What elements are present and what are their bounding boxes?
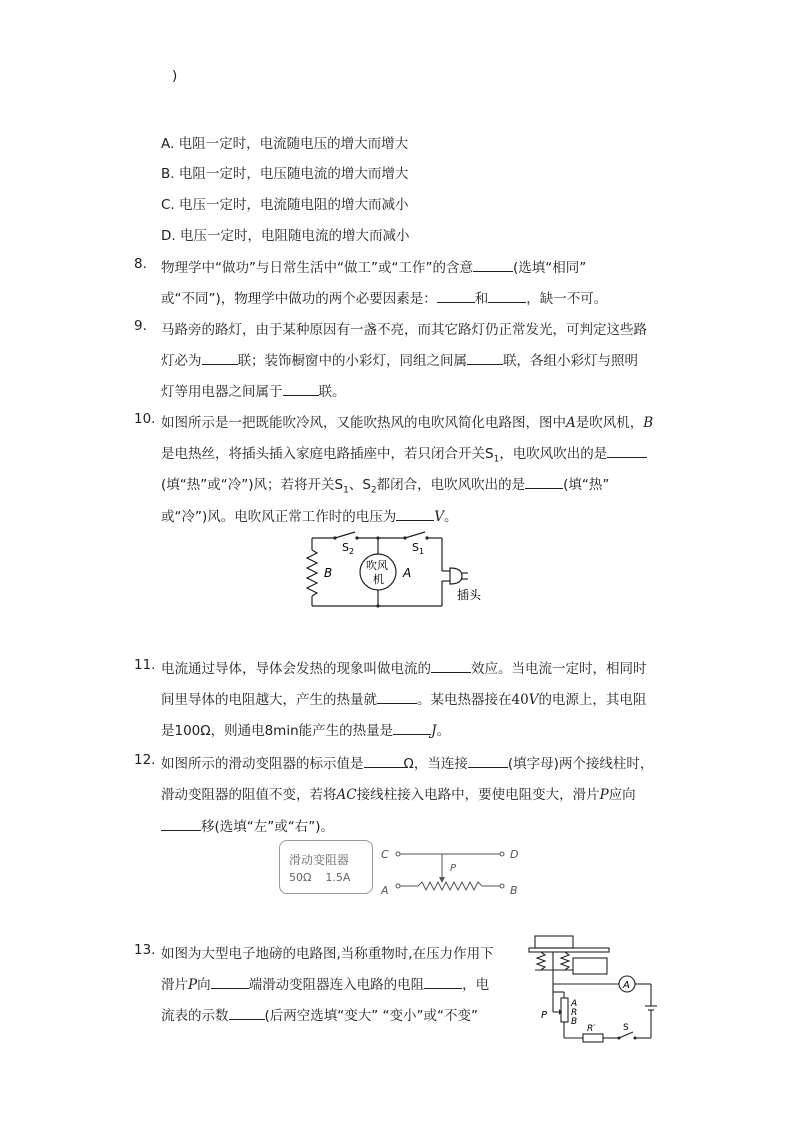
terminals-ac: AC [336,787,357,803]
var-p: P [188,977,198,993]
terminal-d-label: D [510,848,519,861]
var-p: P [599,787,609,803]
text: 联，各组小彩灯与照明 [503,353,638,369]
text: 灯必为 [161,353,202,369]
text: 物理学中“做功”与日常生活中“做工”或“工作”的含意 [161,260,473,276]
text: 端滑动变阻器连入电路的电阻 [248,977,425,993]
answer-blank[interactable] [525,474,563,489]
question-8-line-2 [161,287,607,307]
answer-blank[interactable] [424,974,462,989]
text: 滑片 [161,977,188,993]
rheostat-diagram [378,846,523,898]
question-number: 12. [134,752,156,768]
text: 。某电热器接在 [417,692,512,708]
answer-blank[interactable] [396,506,434,521]
question-number: 11. [134,657,156,673]
nameplate-title: 滑动变阻器 [289,853,350,867]
unit-v: V [434,509,445,525]
answer-blank[interactable] [393,720,431,735]
text: 移(选填“左”或“右”)。 [201,819,335,835]
unit-v: V [528,692,539,708]
switch-s1-label: $S_1$ [412,541,425,556]
answer-blank[interactable] [488,288,526,303]
fan-label-line-1: 吹风 [366,559,388,572]
text: (选填“相同” [512,260,587,276]
text: Ω，当连接 [403,756,468,772]
answer-blank[interactable] [202,350,238,365]
text: (填字母)两个接线柱时， [507,756,654,772]
question-13-line-3 [161,1004,478,1024]
question-11-line-1 [161,657,647,677]
text: 或“冷”)风。电吹风正常工作时的电压为 [161,509,397,525]
question-number: 10. [134,411,156,427]
var-b: B [643,415,654,431]
text: 接线柱接入电路中，要使电阻变大，滑片 [356,787,600,803]
text: 灯等用电器之间属于 [161,384,283,400]
answer-blank[interactable] [364,753,404,768]
question-8-line-1 [161,256,586,276]
text: 效应。当电流一定时，相同时 [471,661,647,677]
subscript: 1 [343,485,349,496]
nameplate-rating: 50Ω 1.5A [289,871,351,884]
text: 是电热丝，将插头插入家庭电路插座中，若只闭合开关S [161,446,494,462]
answer-blank[interactable] [467,350,503,365]
switch-s-label: S [623,1023,629,1033]
question-9-line-3 [161,380,346,400]
question-10-line-1 [161,411,653,431]
option-c: C. 电压一定时，电流随电阻的增大而减小 [161,197,409,213]
text: (填“热”或“冷”)风；若将开关S [161,477,344,493]
question-number: 8. [134,256,147,272]
option-d: D. 电压一定时，电阻随电流的增大而减小 [161,228,410,244]
terminal-a-label: A [381,884,389,897]
answer-blank[interactable] [229,1005,265,1020]
text: 联。 [318,384,346,400]
rheostat-nameplate [279,840,373,894]
question-10-line-4 [161,505,458,525]
text: 向 [197,977,211,993]
fan-label-line-2: 机 [373,573,384,586]
rheostat-end-b-label: B [571,1017,578,1027]
answer-blank[interactable] [473,257,513,272]
question-12-line-3 [161,815,334,835]
question-9-line-2 [161,349,638,369]
weighbridge-circuit-diagram [527,934,662,1046]
continuation-paren: ) [172,68,178,84]
answer-blank[interactable] [283,381,319,396]
slider-p-label: P [541,1010,548,1021]
question-12-line-2 [161,783,636,803]
text: 如图所示是一把既能吹冷风，又能吹热风的电吹风简化电路图，图中 [161,415,566,431]
answer-blank[interactable] [431,658,471,673]
fan-a-label: A [403,566,412,580]
text: 。 [436,723,451,739]
value: 40 [511,692,529,708]
text: 应向 [608,787,636,803]
text: 滑动变阻器的阻值不变，若将 [161,787,337,803]
question-11-line-2 [161,688,646,708]
text: 是吹风机， [575,415,644,431]
text: ，电 [462,977,490,993]
answer-blank[interactable] [437,288,475,303]
text: 电流通过导体，导体会发热的现象叫做电流的 [161,661,431,677]
terminal-c-label: C [381,848,389,861]
var-a: A [566,415,576,431]
answer-blank[interactable] [377,689,417,704]
ammeter-label: A [623,980,630,991]
rheostat-r-label: R [571,1008,578,1018]
text: 、S [348,477,371,493]
subscript: 2 [370,485,377,496]
text: (填“热” [563,477,610,493]
text: ，缺一不可。 [526,291,608,307]
switch-s2-label: $S_2$ [342,541,355,556]
text: ，电吹风吹出的是 [499,446,608,462]
text: 和 [474,291,489,307]
question-10-line-3 [161,473,609,496]
question-9-line-1: 马路旁的路灯，由于某种原因有一盏不亮，而其它路灯仍正常发光，可判定这些路 [161,322,647,338]
answer-blank[interactable] [211,974,249,989]
text: (后两空选填“变大” “变小”或“不变” [264,1008,479,1024]
question-number: 9. [134,318,147,334]
question-number: 13. [134,942,156,958]
unit-j: J [431,723,437,739]
text: 流表的示数 [161,1008,229,1024]
heater-b-label: B [324,566,333,580]
text: 或“不同”)，物理学中做功的两个必要因素是： [161,291,437,307]
text: 的电源上，其电阻 [538,692,647,708]
question-11-line-3 [161,719,450,739]
text: 。 [444,509,458,525]
answer-blank[interactable] [468,753,508,768]
text: 是100Ω，则通电8min能产生的热量是 [161,723,394,739]
option-b: B. 电阻一定时，电压随电流的增大而增大 [161,166,409,182]
terminal-b-label: B [510,884,518,897]
plug-label: 插头 [457,588,482,602]
rheostat-end-a-label: A [571,999,578,1009]
text: 如图所示的滑动变阻器的标示值是 [161,756,364,772]
slider-p-label: P [450,863,457,874]
question-10-line-2 [161,442,647,465]
subscript: 1 [493,454,500,465]
answer-blank[interactable] [607,443,647,458]
resistor-r-prime-label: R′ [587,1024,596,1034]
text: 都闭合，电吹风吹出的是 [376,477,526,493]
option-a: A. 电阻一定时，电流随电压的增大而增大 [161,136,409,152]
answer-blank[interactable] [161,816,201,831]
question-13-line-2 [161,973,489,993]
question-13-line-1: 如图为大型电子地磅的电路图,当称重物时,在压力作用下 [161,946,494,962]
question-12-line-1 [161,752,653,772]
text: 间里导体的电阻越大，产生的热量就 [161,692,377,708]
hair-dryer-circuit-diagram [300,528,500,614]
text: 联；装饰橱窗中的小彩灯，同组之间属 [237,353,467,369]
